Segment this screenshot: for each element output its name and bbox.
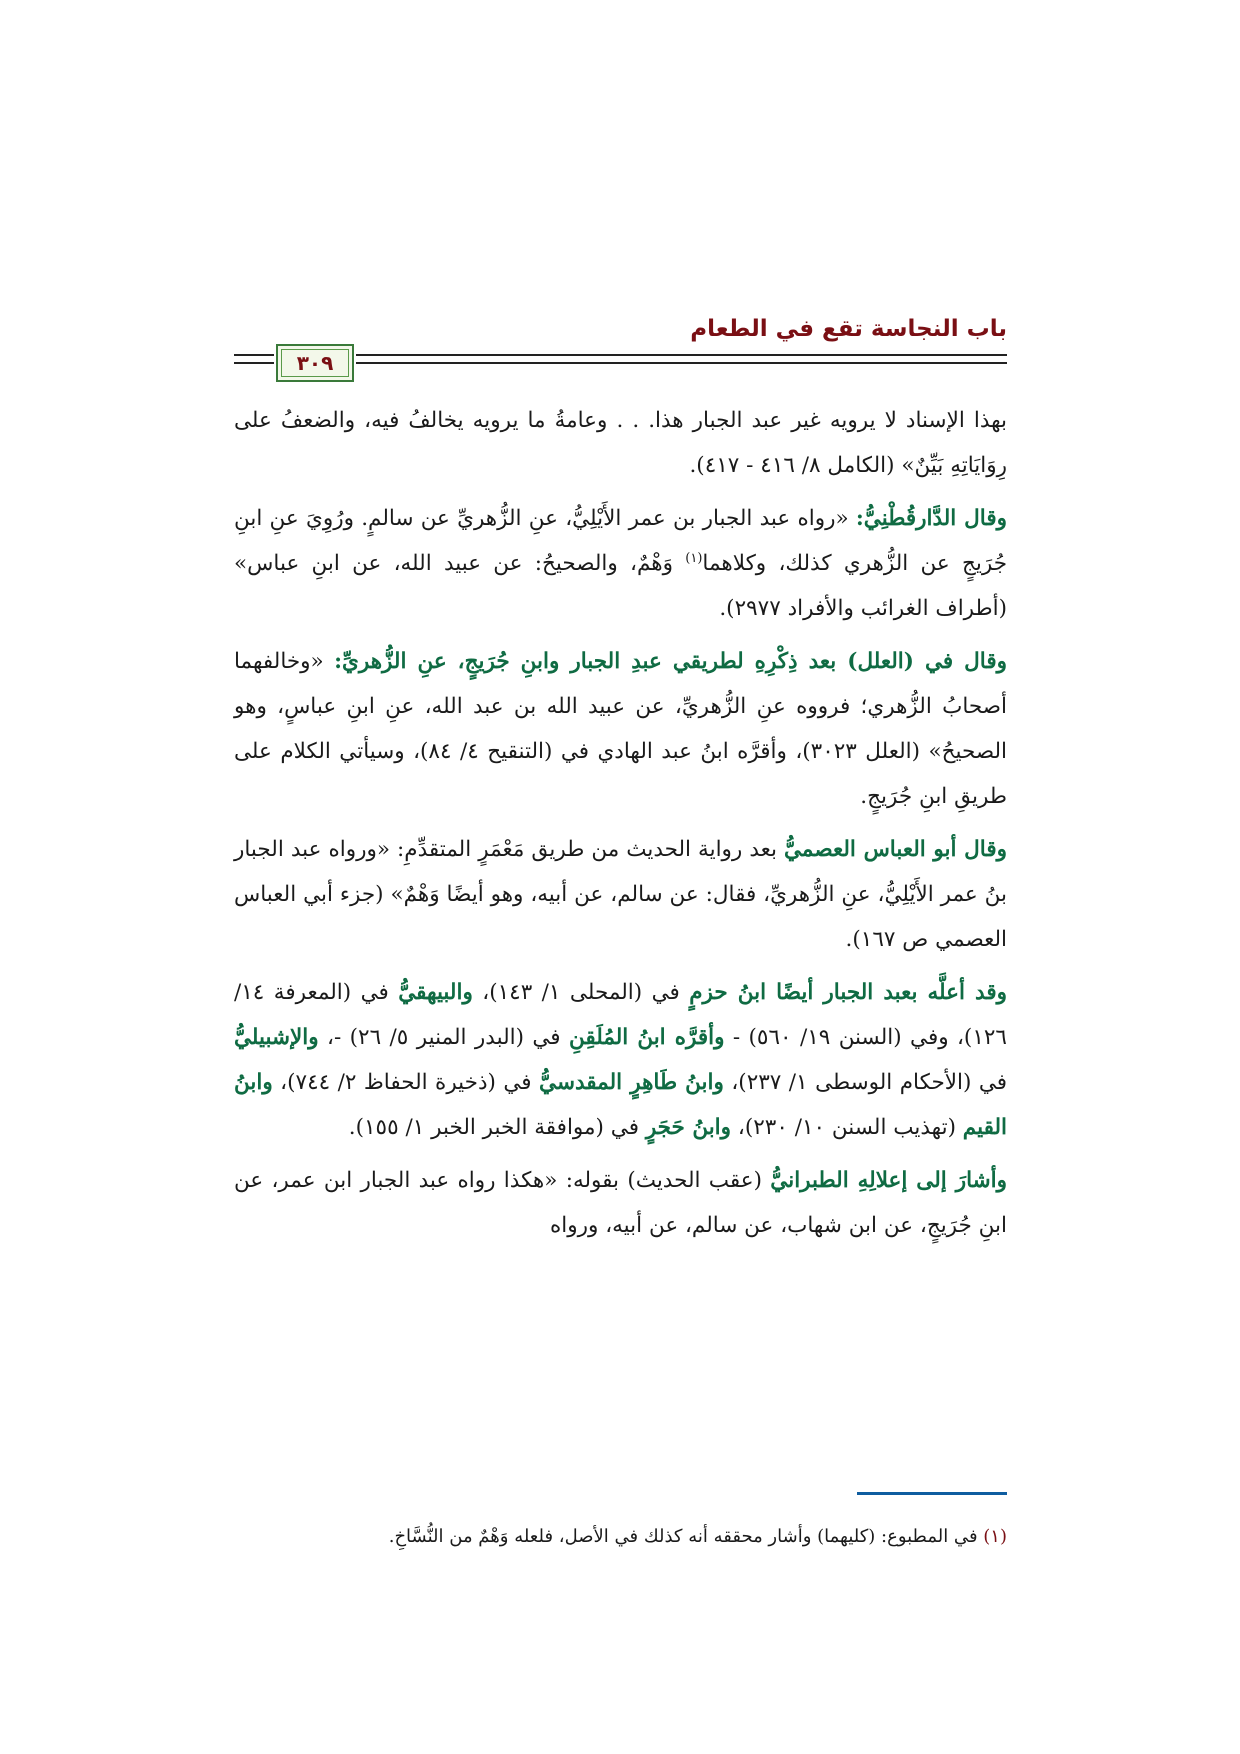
highlighted-phrase: وابنُ حَجَرٍ (645, 1115, 732, 1140)
paragraph (234, 970, 1007, 1150)
highlighted-phrase: وأشارَ إلى إعلالِهِ الطبرانيُّ (770, 1168, 1007, 1193)
paragraph (234, 639, 1007, 819)
footnote-marker: (١) (685, 550, 703, 566)
chapter-title: باب النجاسة تقع في الطعام (690, 316, 1007, 342)
highlighted-phrase: والبيهقيُّ (398, 980, 473, 1005)
highlighted-phrase: والإشبيليُّ (234, 1025, 319, 1050)
footnote-text: في المطبوع: (كليهما) وأشار محققه أنه كذلك في الأصل، فلعله وَهْمٌ من النُّسَّاخِ. (388, 1526, 984, 1547)
paragraph (234, 398, 1007, 488)
paragraph-text: «رواه عبد الجبار بن عمر الأَيْلِيُّ، عنِ الزُّهريِّ عن سالمٍ. ورُوِيَ عنِ ابنِ جُرَيجٍ عن الزُّهري كذلك، وكلاهما (234, 506, 1007, 576)
paragraph (234, 827, 1007, 962)
paragraph-text: في (البدر المنير ٥/ ٢٦) -، (318, 1025, 569, 1050)
highlighted-phrase: وقد أعلَّه بعبد الجبار أيضًا ابنُ حزمٍ (689, 980, 1007, 1005)
header-rule-right-top (356, 354, 1007, 356)
highlighted-phrase: وابنُ القيم (234, 1070, 1007, 1140)
paragraph-text: وَهْمٌ، والصحيحُ: عن عبيد الله، عن ابنِ عباس» (أطراف الغرائب والأفراد ٢٩٧٧). (234, 551, 1007, 621)
highlighted-phrase: وقال الدَّارقُطْنِيُّ: (855, 506, 1008, 531)
header-rule-right-bottom (356, 362, 1007, 364)
header-rule-left-bottom (234, 362, 274, 364)
paragraph-text: في (المحلى ١/ ١٤٣)، (472, 980, 690, 1005)
page-number: ٣٠٩ (296, 351, 334, 375)
paragraph-text: (تهذيب السنن ١٠/ ٢٣٠)، (731, 1115, 963, 1140)
footnote-number: (١) (983, 1526, 1007, 1547)
highlighted-phrase: وابنُ طَاهِرٍ المقدسيُّ (539, 1070, 724, 1095)
paragraph-text: في (موافقة الخبر الخبر ١/ ١٥٥). (348, 1115, 646, 1140)
paragraph (234, 496, 1007, 631)
paragraph-text: بهذا الإسناد لا يرويه غير عبد الجبار هذا. . . وعامةُ ما يرويه يخالفُ فيه، والضعفُ على رِوَايَاتِهِ بَيِّنٌ» (الكامل ٨/ ٤١٦ - ٤١٧). (234, 408, 1007, 478)
page-header (234, 316, 1007, 386)
highlighted-phrase: وقال في (العلل) بعد ذِكْرِهِ لطريقي عبدِ الجبار وابنِ جُرَيجٍ، عنِ الزُّهريِّ: (334, 649, 1008, 674)
footnote (234, 1522, 1007, 1552)
main-text (234, 398, 1007, 1256)
highlighted-phrase: وقال أبو العباس العصميُّ (784, 837, 1007, 862)
paragraph-text: في (الأحكام الوسطى ١/ ٢٣٧)، (723, 1070, 1008, 1095)
paragraph-text: (عقب الحديث) بقوله: «هكذا رواه عبد الجبار ابن عمر، عن ابنِ جُرَيجٍ، عن ابن شهاب، عن سالم، عن أبيه، ورواه (234, 1168, 1007, 1238)
header-rule-left-top (234, 354, 274, 356)
footnote-separator (857, 1492, 1007, 1495)
paragraph (234, 1158, 1007, 1248)
page-number-badge (276, 344, 354, 382)
paragraph-text: «وخالفهما أصحابُ الزُّهري؛ فرووه عنِ الزُّهريِّ، عن عبيد الله بن عبد الله، عنِ ابنِ عباسٍ، وهو الصحيحُ» (العلل ٣٠٢٣)، وأقرَّه ابنُ عبد الهادي في (التنقيح ٤/ ٨٤)، وسيأتي الكلام على طريقِ ابنِ جُرَيجٍ. (234, 649, 1008, 809)
paragraph-text: بعد رواية الحديث من طريق مَعْمَرٍ المتقدِّمِ: «ورواه عبد الجبار بنُ عمر الأَيْلِيُّ، عنِ الزُّهريِّ، فقال: عن سالم، عن أبيه، وهو أيضًا وَهْمٌ» (جزء أبي العباس العصمي ص ١٦٧). (234, 837, 1007, 952)
paragraph-text: في (المعرفة ١٤/ ١٢٦)، وفي (السنن ١٩/ ٥٦٠) - (234, 980, 1007, 1050)
paragraph-text: في (ذخيرة الحفاظ ٢/ ٧٤٤)، (272, 1070, 540, 1095)
highlighted-phrase: وأقرَّه ابنُ المُلَقِنِ (568, 1025, 725, 1050)
